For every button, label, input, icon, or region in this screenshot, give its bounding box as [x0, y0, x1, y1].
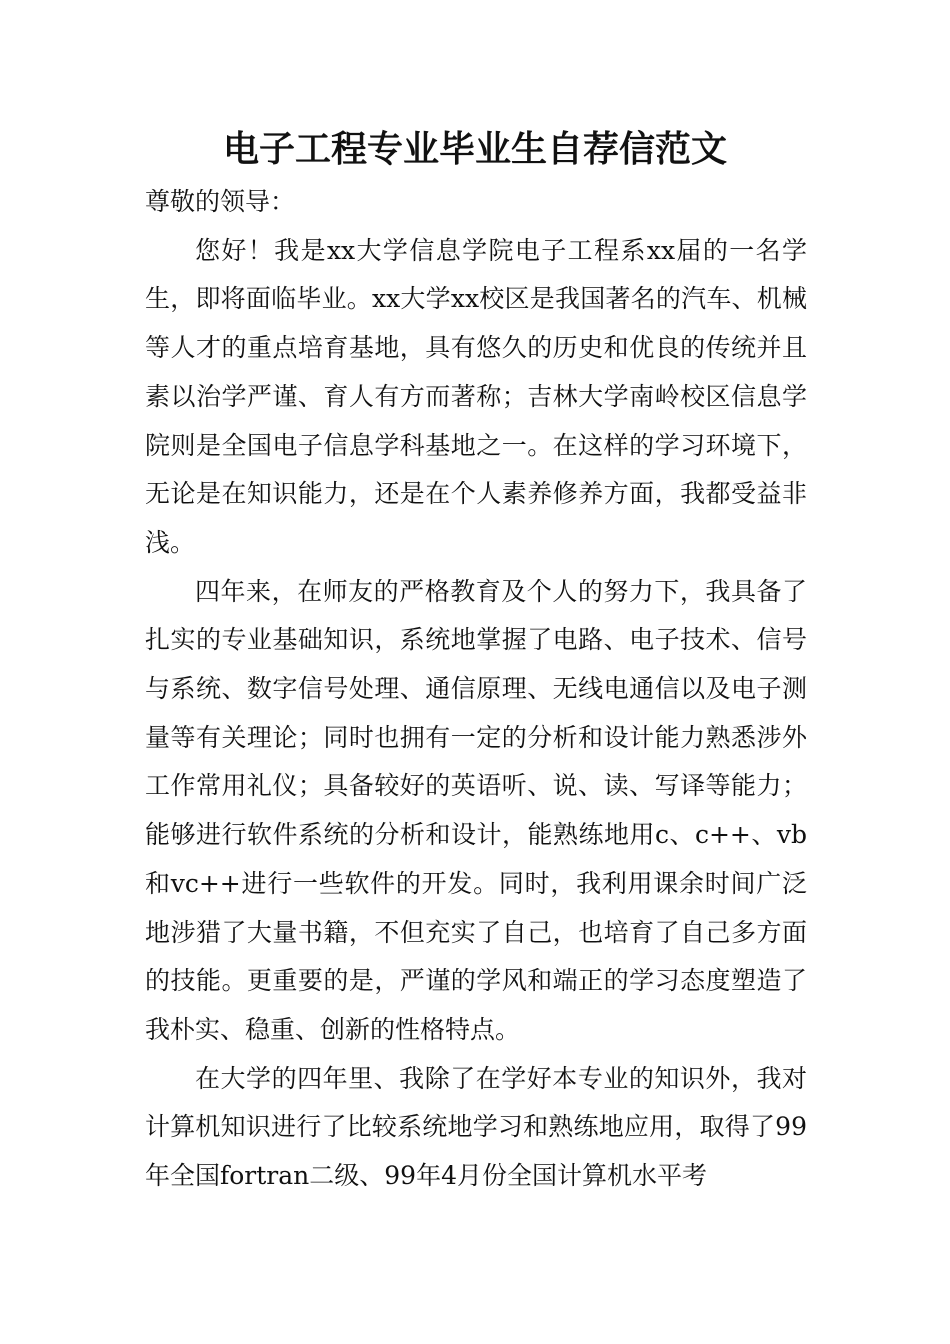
document-title: 电子工程专业毕业生自荐信范文 — [222, 129, 727, 170]
paragraph-introduction: 您好！我是xx大学信息学院电子工程系xx届的一名学生，即将面临毕业。xx大学xx校区是我国著名的汽车、机械等人才的重点培育基地，具有悠久的历史和优良的传统并且素以治学严谨、育人有方而著称；吉林大学南岭校区信息学院则是全国电子信息学科基地之一。在这样的学习环境下，无论是在知识能力，还是在个人素养修养方面，我都受益非浅。 — [145, 235, 807, 557]
salutation: 尊敬的领导： — [145, 187, 296, 216]
paragraph-skills: 四年来，在师友的严格教育及个人的努力下，我具备了扎实的专业基础知识，系统地掌握了电路、电子技术、信号与系统、数字信号处理、通信原理、无线电通信以及电子测量等有关理论；同时也拥有一定的分析和设计能力熟悉涉外工作常用礼仪；具备较好的英语听、说、读、写译等能力；能够进行软件系统的分析和设计，能熟练地用c、c++、vb和vc++进行一些软件的开发。同时，我利用课余时间广泛地涉猎了大量书籍，不但充实了自己，也培育了自己多方面的技能。更重要的是，严谨的学风和端正的学习态度塑造了我朴实、稳重、创新的性格特点。 — [145, 576, 807, 1044]
document-body — [145, 178, 807, 1201]
paragraph-computer-knowledge: 在大学的四年里、我除了在学好本专业的知识外，我对计算机知识进行了比较系统地学习和熟练地应用，取得了99年全国fortran二级、99年4月份全国计算机水平考 — [145, 1063, 807, 1191]
